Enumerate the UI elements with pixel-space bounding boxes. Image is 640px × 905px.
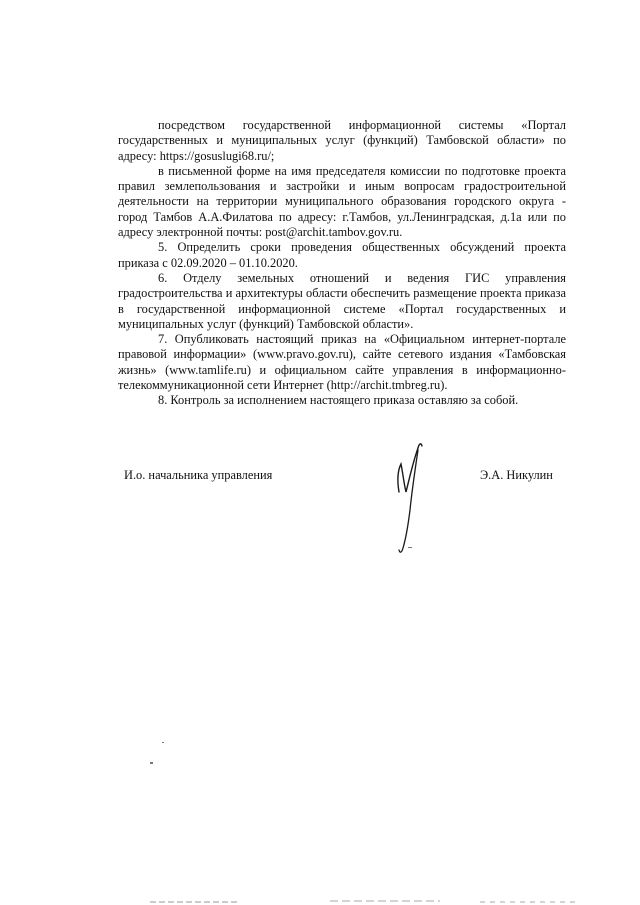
paragraph-item-5: 5. Определить сроки проведения общественных обсуждений проекта приказа с 02.09.2020 – 01.10.2020. <box>118 240 566 270</box>
scan-speck <box>150 762 153 764</box>
scan-speck <box>408 547 412 548</box>
paragraph-written-form: в письменной форме на имя председателя комиссии по подготовке проекта правил землепользования и застройки и иным вопросам градостроительной деятельности на территории муниципального образования городского округа - город Тамбов А.А.Филатова по адресу: г.Тамбов, ул.Ленинградская, д.1а или по адресу электронной почты: post@archit.tambov.gov.ru. <box>118 163 566 240</box>
signatory-title: И.о. начальника управления <box>124 468 273 482</box>
paragraph-gosuslugi: посредством государственной информационной системы «Портал государственных и муниципальных услуг (функций) Тамбовской области» по адресу: https://gosuslugi68.ru/; <box>118 118 566 163</box>
scan-edge-artifact <box>150 896 590 905</box>
paragraph-item-8: 8. Контроль за исполнением настоящего приказа оставляю за собой. <box>158 393 519 408</box>
signatory-name: Э.А. Никулин <box>480 468 553 482</box>
paragraph-item-6: 6. Отделу земельных отношений и ведения ГИС управления градостроительства и архитектуры области обеспечить размещение проекта приказа в государственной информационной системе «Портал государственных и муниципальных услуг (функций) Тамбовской области». <box>118 270 566 331</box>
paragraph-item-7: 7. Опубликовать настоящий приказ на «Официальном интернет-портале правовой информации» (www.pravo.gov.ru), сайте сетевого издания «Тамбовская жизнь» (www.tamlife.ru) и официальном сайте управления в информационно-телекоммуникационной сети Интернет (http://archit.tmbreg.ru). <box>118 332 566 393</box>
scan-speck <box>162 742 164 743</box>
handwritten-signature <box>385 440 435 560</box>
document-body <box>118 118 566 409</box>
